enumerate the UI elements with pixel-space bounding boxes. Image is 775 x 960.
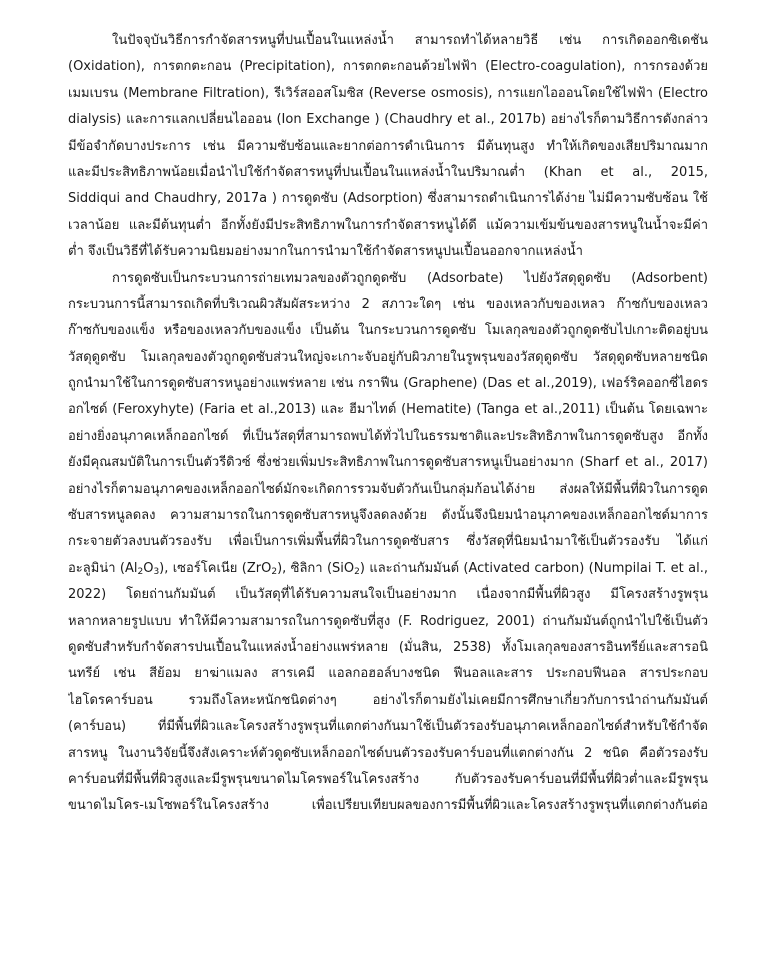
silica-formula: SiO$_2$ — [332, 560, 360, 577]
silica-label: ), ซิลิกา — [277, 560, 323, 576]
text-line-support-materials: อะลูมิน่า $(Al_2O_3)$, เซอร์โคเนีย (ZrO$_2$), ซิลิกา (SiO$_2$) และถ่านกัมมันต์ (Activated carbon) (Numpilai T. et al., — [68, 560, 708, 577]
text-line: ดูดซับสำหรับกำจัดสารปนเปื้อนในแหล่งน้ำอย่างแพร่หลาย (มั่นสิน, 2538) ทั้งโมเลกุลของสารอินทรีย์และสารอนิ — [68, 639, 708, 655]
text-line: ก๊าซกับของแข็ง หรือของเหลวกับของแข็ง เป็นต้น ในกระบวนการดูดซับ โมเลกุลของตัวถูกดูดซับไปเกาะติดอยู่บน — [68, 323, 708, 339]
text-line: ถูกนำมาใช้ในการดูดซับสารหนูอย่างแพร่หลาย เช่น กราฟีน (Graphene) (Das et al.,2019), เฟอร์ริคออกซี่ไฮดร — [68, 376, 708, 392]
text-line: เมมเบรน (Membrane Filtration), รีเวิร์สออสโมซิส (Reverse osmosis), การแยกไอออนโดยใช้ไฟฟ้า (Electro — [68, 85, 708, 101]
text-line: กระบวนการนี้สามารถเกิดที่บริเวณผิวสัมผัสระหว่าง 2 สภาวะใดๆ เช่น ของเหลวกับของเหลว ก๊าซกับของเหลว — [68, 296, 708, 312]
zirconia-formula: ZrO$_2$ — [246, 560, 278, 577]
support-line-rest: ) และถ่านกัมมันต์ (Activated carbon) (Numpilai T. et al., — [359, 560, 708, 576]
text-line: ในปัจจุบันวิธีการกำจัดสารหนูที่ปนเปื้อนในแหล่งน้ำ สามารถทำได้หลายวิธี เช่น การเกิดออกซิเดชัน — [112, 33, 708, 48]
text-line: วัสดุดูดซับ โมเลกุลของตัวถูกดูดซับส่วนใหญ่จะเกาะจับอยู่กับผิวภายในรูพรุนของวัสดุดูดซับ วัสดุดูดซับหลายชนิด — [68, 349, 708, 365]
text-line: ซับสารหนูลดลง ความสามารถในการดูดซับสารหนูจึงลดลงด้วย ดังนั้นจึงนิยมนำอนุภาคของเหล็กออกไซด์มาการ — [68, 508, 708, 524]
text-line: อย่างยิ่งอนุภาคเหล็กออกไซด์ ที่เป็นวัสดุที่สามารถพบได้ทั่วไปในธรรมชาติและประสิทธิภาพในการดูดซับสูง อีกทั้ง — [68, 428, 708, 444]
text-line: อกไซด์ (Feroxyhyte) (Faria et al.,2013) และ ฮีมาไทต์ (Hematite) (Tanga et al.,2011) เป็นต้น โดยเฉพาะ — [68, 402, 708, 418]
text-line: ต่ำ จึงเป็นวิธีที่ได้รับความนิยมอย่างมากในการนำมาใช้กำจัดสารหนูปนเปื้อนออกจากแหล่งน้ำ — [68, 244, 583, 260]
paragraph-1 — [68, 28, 708, 266]
text-line: ไฮโดรคาร์บอน รวมถึงโลหะหนักชนิดต่างๆ อย่างไรก็ตามยังไม่เคยมีการศึกษาเกี่ยวกับการนำถ่านกัมมันต์ — [68, 692, 708, 708]
text-line: dialysis) และการแลกเปลี่ยนไอออน (Ion Exchange ) (Chaudhry et al., 2017b) อย่างไรก็ตามวิธีการดังกล่าว — [68, 112, 708, 128]
text-line: นทรีย์ เช่น สีย้อม ยาฆ่าแมลง สารเคมี แอลกอฮอล์บางชนิด ฟีนอลและสาร ประกอบฟีนอล สารประกอบ — [68, 666, 708, 682]
document-page — [68, 28, 708, 820]
text-line: การดูดซับเป็นกระบวนการถ่ายเทมวลของตัวถูกดูดซับ (Adsorbate) ไปยังวัสดุดูดซับ (Adsorbent) — [112, 270, 708, 286]
text-line: หลากหลายรูปแบบ ทำให้มีความสามารถในการดูดซับที่สูง (F. Rodriguez, 2001) ถ่านกัมมันต์ถูกนำไปใช้เป็นตัว — [68, 613, 708, 629]
text-line: กระจายตัวลงบนตัวรองรับ เพื่อเป็นการเพิ่มพื้นที่ผิวในการดูดซับสาร ซึ่งวัสดุที่นิยมนำมาใช้เป็นตัวรองรับ ได้แก่ — [68, 534, 708, 550]
alumina-formula: $Al_2O_3$ — [124, 560, 160, 577]
zirconia-label: ), เซอร์โคเนีย — [159, 560, 238, 576]
text-line: คาร์บอนที่มีพื้นที่ผิวสูงและมีรูพรุนขนาดไมโครพอร์ในโครงสร้าง กับตัวรองรับคาร์บอนที่มีพื้นที่ผิวต่ำและมีรูพรุน — [68, 771, 708, 787]
text-line: (คาร์บอน) ที่มีพื้นที่ผิวและโครงสร้างรูพรุนที่แตกต่างกันมาใช้เป็นตัวรองรับอนุภาคเหล็กออกไซด์สำหรับใช้กำจัด — [68, 719, 708, 735]
text-line: สารหนู ในงานวิจัยนี้จึงสังเคราะห์ตัวดูดซับเหล็กออกไซด์บนตัวรองรับคาร์บอนที่แตกต่างกัน 2 ชนิด คือตัวรองรับ — [68, 745, 708, 761]
text-line: (Oxidation), การตกตะกอน (Precipitation), การตกตะกอนด้วยไฟฟ้า (Electro-coagulation), การกรองด้วย — [68, 59, 708, 75]
text-line: เวลาน้อย และมีต้นทุนต่ำ อีกทั้งยังมีประสิทธิภาพในการกำจัดสารหนูได้ดี แม้ความเข้มข้นของสารหนูในน้ำจะมีค่า — [68, 217, 708, 233]
text-line: อย่างไรก็ตามอนุภาคของเหล็กออกไซด์มักจะเกิดการรวมจับตัวกันเป็นกลุ่มก้อนได้ง่าย ส่งผลให้มีพื้นที่ผิวในการดูด — [68, 481, 708, 497]
alumina-label: อะลูมิน่า — [68, 560, 116, 576]
text-line: Siddiqui and Chaudhry, 2017a ) การดูดซับ (Adsorption) ซึ่งสามารถดำเนินการได้ง่าย ไม่มีความซับซ้อน ใช้ — [68, 191, 708, 207]
paragraph-2 — [68, 266, 708, 820]
text-line: มีข้อจำกัดบางประการ เช่น มีความซับซ้อนและยากต่อการดำเนินการ มีต้นทุนสูง ทำให้เกิดของเสียปริมาณมาก — [68, 138, 708, 154]
text-line: ขนาดไมโคร-เมโซพอร์ในโครงสร้าง เพื่อเปรียบเทียบผลของการมีพื้นที่ผิวและโครงสร้างรูพรุนที่แตกต่างกันต่อ — [68, 798, 708, 814]
text-line: 2022) โดยถ่านกัมมันต์ เป็นวัสดุที่ได้รับความสนใจเป็นอย่างมาก เนื่องจากมีพื้นที่ผิวสูง มีโครงสร้างรูพรุน — [68, 587, 708, 603]
text-line: และมีประสิทธิภาพน้อยเมื่อนำไปใช้กำจัดสารหนูที่ปนเปื้อนในแหล่งน้ำในปริมาณต่ำ (Khan et al., 2015, — [68, 164, 708, 180]
text-line: ยังมีคุณสมบัติในการเป็นตัวรีดิวซ์ ซึ่งช่วยเพิ่มประสิทธิภาพในการดูดซับสารหนูเป็นอย่างมาก (Sharf et al., 2017) — [68, 455, 708, 471]
